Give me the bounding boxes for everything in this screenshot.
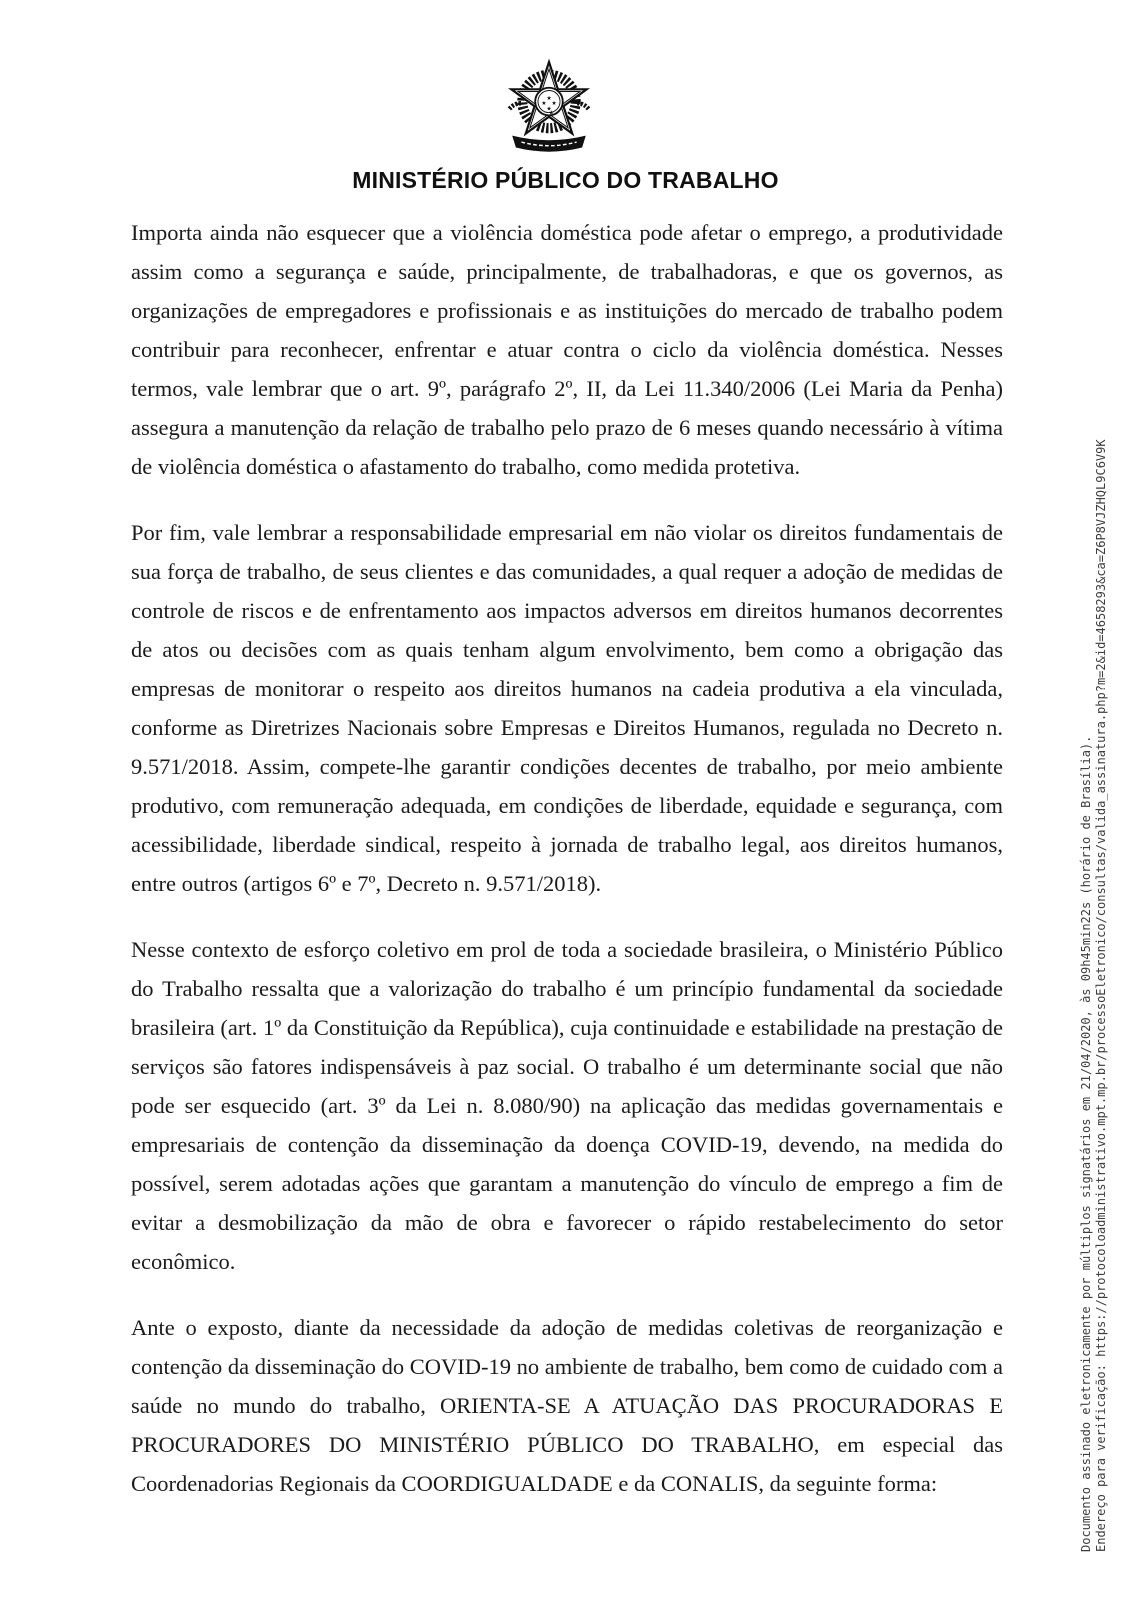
paragraph-1: Importa ainda não esquecer que a violência doméstica pode afetar o emprego, a produtividade assim como a segurança e saúde, principalmente, de trabalhadoras, e que os governos, as organizações de empregadores e profissionais e as instituições do mercado de trabalho podem contribuir para reconhecer, enfrentar e atuar contra o ciclo da violência doméstica. Nesses termos, vale lembrar que o art. 9º, parágrafo 2º, II, da Lei 11.340/2006 (Lei Maria da Penha) assegura a manutenção da relação de trabalho pelo prazo de 6 meses quando necessário à vítima de violência doméstica o afastamento do trabalho, como medida protetiva. <box>131 220 1003 479</box>
document-body <box>131 213 1003 1530</box>
brazil-coat-of-arms-icon <box>503 58 595 158</box>
svg-text:★: ★ <box>546 95 552 103</box>
svg-text:★: ★ <box>548 109 554 117</box>
paragraph-3: Nesse contexto de esforço coletivo em prol de toda a sociedade brasileira, o Ministério Público do Trabalho ressalta que a valorização do trabalho é um princípio fundamental da sociedade brasileira (art. 1º da Constituição da República), cuja continuidade e estabilidade na prestação de serviços são fatores indispensáveis à paz social. O trabalho é um determinante social que não pode ser esquecido (art. 3º da Lei n. 8.080/90) na aplicação das medidas governamentais e empresariais de contenção da disseminação da doença COVID-19, devendo, na medida do possível, serem adotadas ações que garantam a manutenção do vínculo de emprego a fim de evitar a desmobilização da mão de obra e favorecer o rápido restabelecimento do setor econômico. <box>131 937 1003 1274</box>
verification-url-line: Endereço para verificação: https://protocoloadministrativo.mpt.mp.br/processoEletronico/consultas/valida_assinatura.php?m=2&id=4658293&ca=Z6P8VJZHQL9C6V9K <box>1094 439 1108 1552</box>
signature-verification-stamp <box>1079 439 1109 1552</box>
paragraph-4: Ante o exposto, diante da necessidade da adoção de medidas coletivas de reorganização e contenção da disseminação do COVID-19 no ambiente de trabalho, bem como de cuidado com a saúde no mundo do trabalho, ORIENTA-SE A ATUAÇÃO DAS PROCURADORAS E PROCURADORES DO MINISTÉRIO PÚBLICO DO TRABALHO, em especial das Coordenadorias Regionais da COORDIGUALDADE e da CONALIS, da seguinte forma: <box>131 1315 1003 1496</box>
svg-text:★: ★ <box>546 105 552 113</box>
page-title: MINISTÉRIO PÚBLICO DO TRABALHO <box>352 167 779 193</box>
signature-line: Documento assinado eletronicamente por múltiplos signatários em 21/04/2020, às 09h45min22s (horário de Brasília). <box>1079 735 1093 1552</box>
svg-text:★: ★ <box>541 100 547 108</box>
paragraph-2: Por fim, vale lembrar a responsabilidade empresarial em não violar os direitos fundamentais de sua força de trabalho, de seus clientes e das comunidades, a qual requer a adoção de medidas de controle de riscos e de enfrentamento aos impactos adversos em direitos humanos decorrentes de atos ou decisões com as quais tenham algum envolvimento, bem como a obrigação das empresas de monitorar o respeito aos direitos humanos na cadeia produtiva a ela vinculada, conforme as Diretrizes Nacionais sobre Empresas e Direitos Humanos, regulada no Decreto n. 9.571/2018. Assim, compete-lhe garantir condições decentes de trabalho, por meio ambiente produtivo, com remuneração adequada, em condições de liberdade, equidade e segurança, com acessibilidade, liberdade sindical, respeito à jornada de trabalho legal, aos direitos humanos, entre outros (artigos 6º e 7º, Decreto n. 9.571/2018). <box>131 520 1003 896</box>
svg-text:★: ★ <box>551 100 557 108</box>
